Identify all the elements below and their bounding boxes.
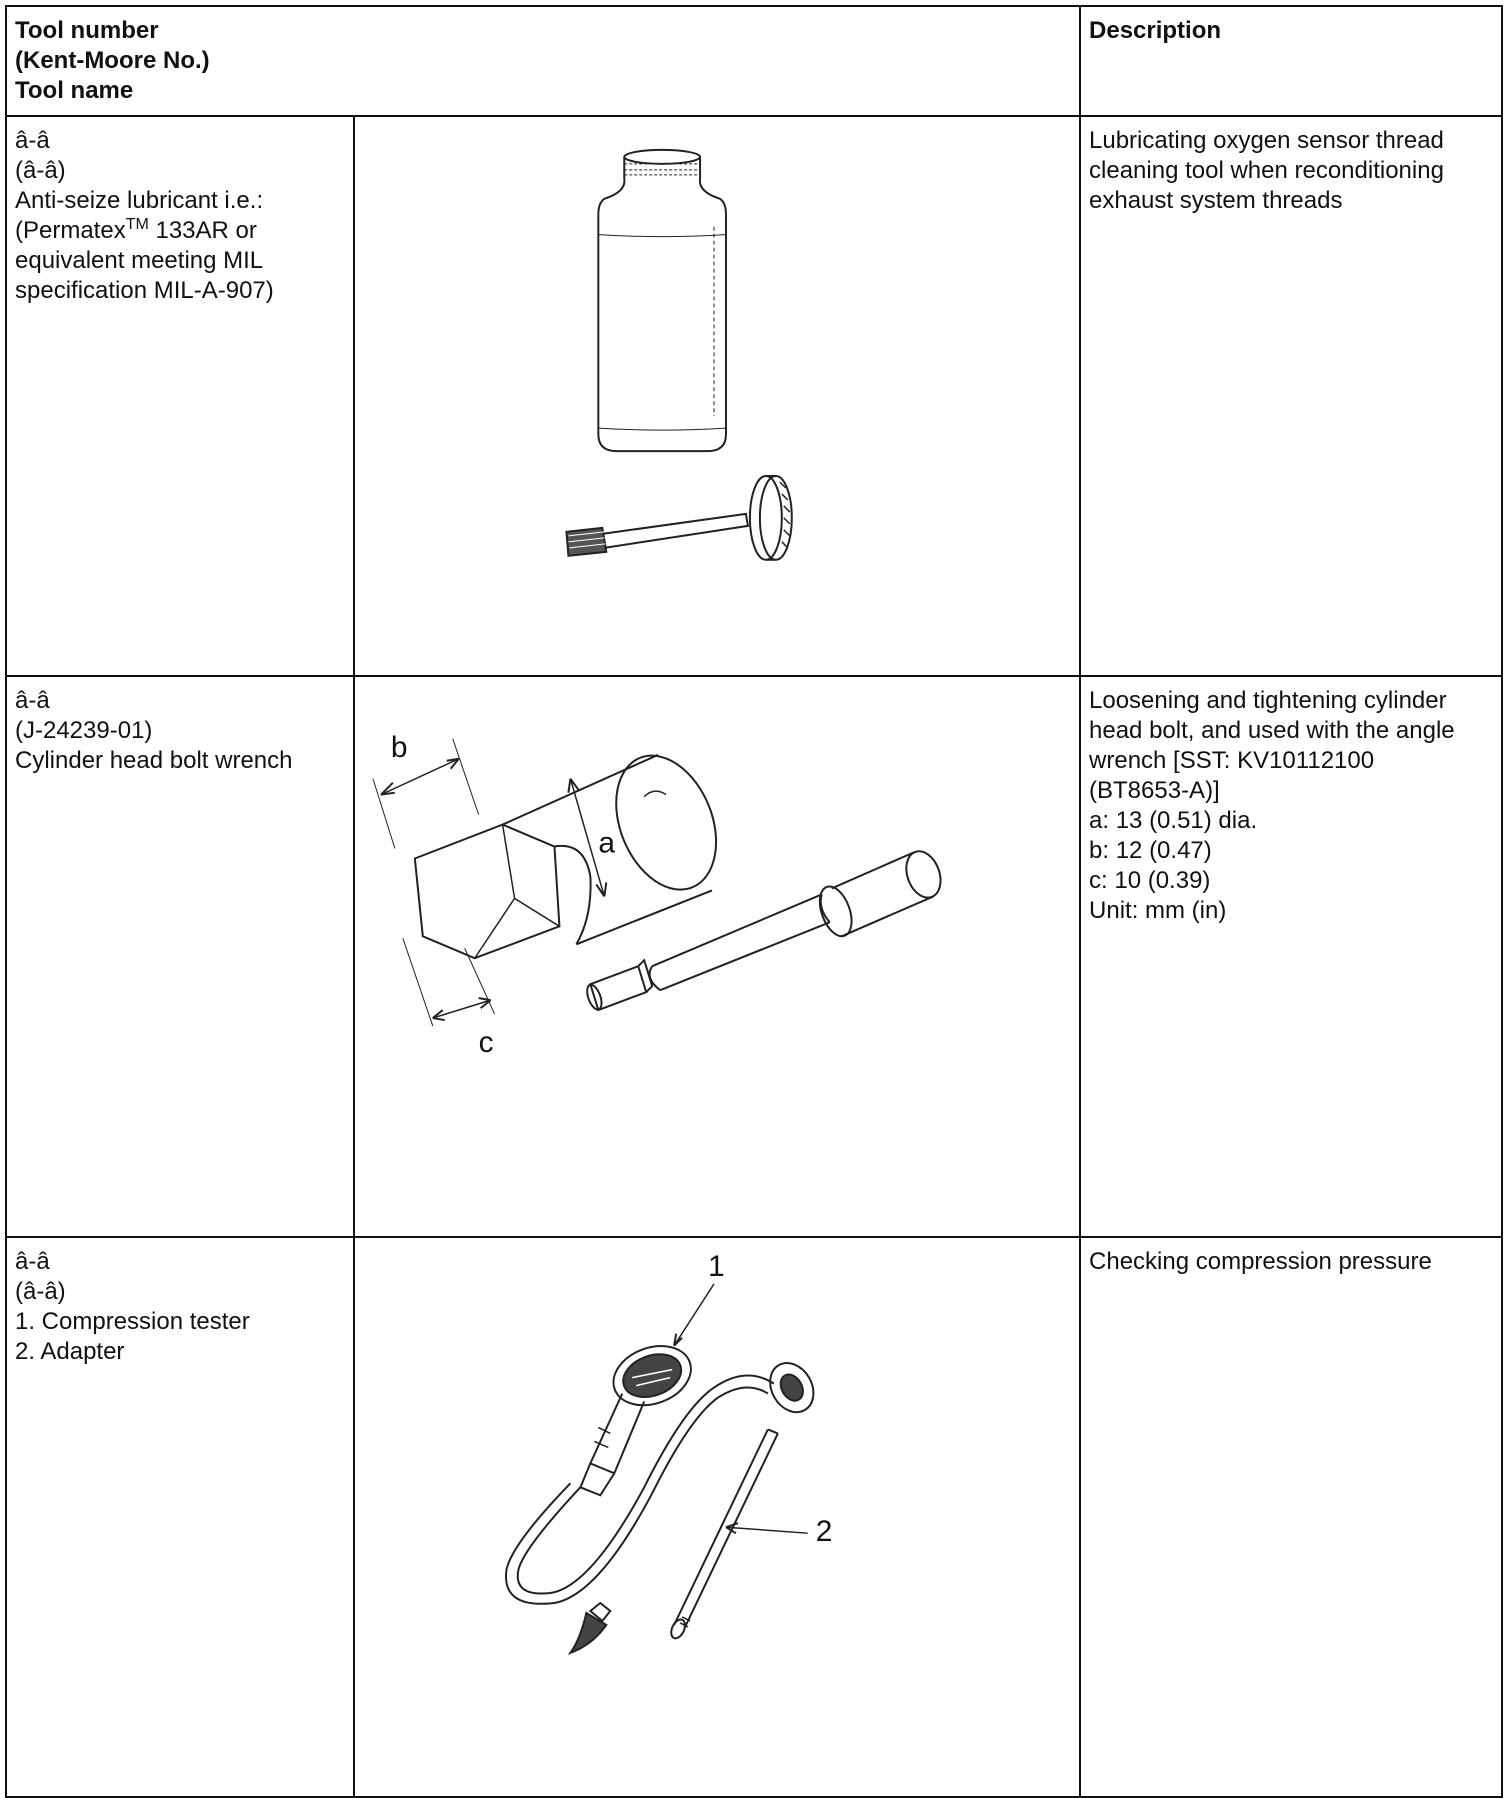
tool-number: â-â	[15, 687, 50, 715]
description-line: (BT8653-A)]	[1089, 777, 1220, 805]
dimension-label-b: b	[390, 731, 408, 765]
tool-info-cell	[6, 1237, 354, 1797]
header-kent-moore: (Kent-Moore No.)	[15, 47, 210, 74]
description-line: Checking compression pressure	[1089, 1247, 1432, 1275]
description-line: Lubricating oxygen sensor thread	[1089, 127, 1444, 154]
description-line: c: 10 (0.39)	[1089, 867, 1211, 895]
tool-header-cell	[6, 6, 1080, 116]
callout-label-2: 2	[815, 1515, 833, 1549]
figure-cell	[354, 676, 1080, 1236]
tool-name-line: equivalent meeting MIL	[15, 247, 264, 274]
description-line: wrench [SST: KV10112100	[1089, 747, 1375, 775]
description-cell	[1080, 1237, 1502, 1797]
tool-name-line	[15, 216, 345, 246]
lubricant-bottle-and-thread-brush-icon	[355, 117, 1079, 675]
description-line: exhaust system threads	[1089, 187, 1343, 214]
callout-label-1: 1	[708, 1249, 725, 1283]
dimension-label-c: c	[478, 1026, 494, 1060]
description-line: head bolt, and used with the angle	[1089, 717, 1455, 745]
description-header-cell: Description	[1080, 6, 1502, 116]
tool-name-line: specification MIL-A-907)	[15, 277, 274, 304]
compression-tester-icon	[355, 1238, 1079, 1796]
tool-name-line: Cylinder head bolt wrench	[15, 747, 293, 775]
tool-info-cell	[6, 116, 354, 676]
figure-cell	[354, 116, 1080, 676]
description-line: Loosening and tightening cylinder	[1089, 687, 1447, 715]
tool-info-cell	[6, 676, 354, 1236]
tool-number: â-â	[15, 127, 50, 154]
table-row	[6, 1237, 1502, 1797]
table-row	[6, 116, 1502, 676]
tool-name-line: 2. Adapter	[15, 1337, 125, 1365]
special-tools-table	[5, 5, 1503, 1798]
header-tool-number: Tool number	[15, 17, 159, 44]
tool-name-line: 1. Compression tester	[15, 1307, 250, 1335]
table-header-row	[6, 6, 1502, 116]
kent-moore-number: (J-24239-01)	[15, 717, 153, 745]
description-cell	[1080, 116, 1502, 676]
description-line: a: 13 (0.51) dia.	[1089, 807, 1258, 835]
description-cell	[1080, 676, 1502, 1236]
trademark-sup: TM	[125, 216, 149, 233]
hex-socket-wrench-icon	[355, 677, 1079, 1235]
description-line: b: 12 (0.47)	[1089, 837, 1212, 865]
kent-moore-number: (â-â)	[15, 1277, 66, 1305]
tool-name-part: 133AR or	[148, 217, 257, 244]
tool-name-line: Anti-seize lubricant i.e.:	[15, 187, 264, 214]
kent-moore-number: (â-â)	[15, 157, 66, 184]
description-line: Unit: mm (in)	[1089, 897, 1227, 925]
header-tool-name: Tool name	[15, 77, 134, 104]
description-line: cleaning tool when reconditioning	[1089, 157, 1444, 184]
tool-name-part: (Permatex	[15, 217, 126, 244]
table-row	[6, 676, 1502, 1236]
figure-cell	[354, 1237, 1080, 1797]
dimension-label-a: a	[598, 826, 615, 860]
tool-number: â-â	[15, 1247, 50, 1275]
